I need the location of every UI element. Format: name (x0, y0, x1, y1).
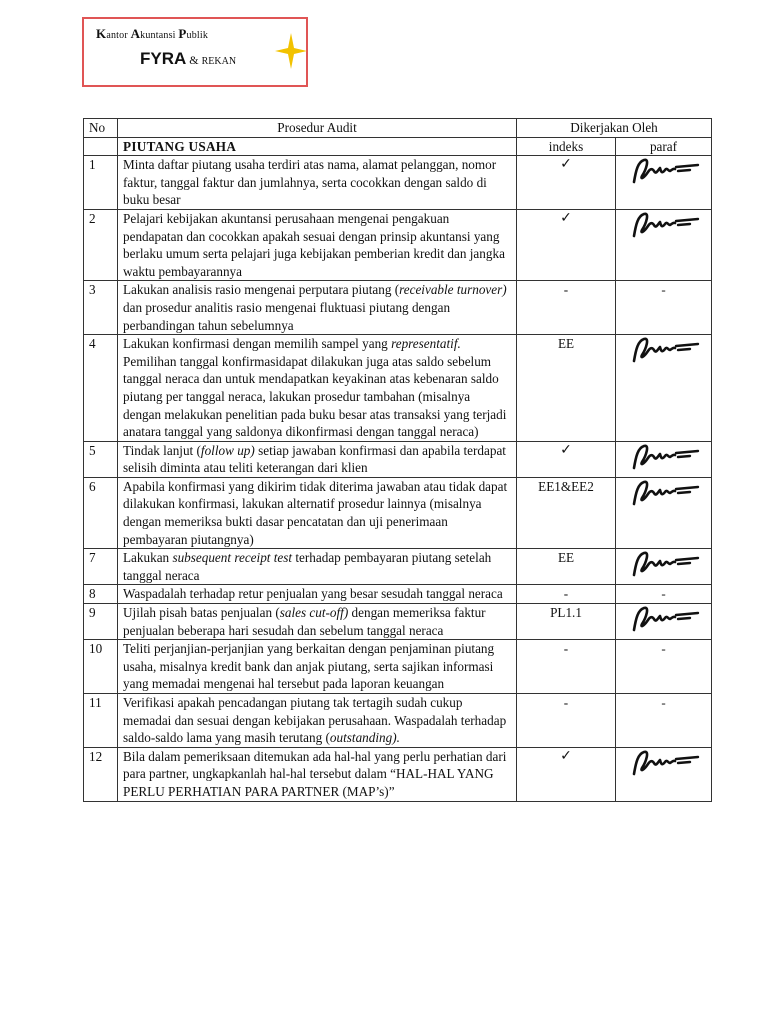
header-no: No (84, 119, 118, 138)
procedure-text (118, 281, 517, 335)
index-reference: EE (517, 335, 616, 442)
procedure-text (118, 604, 517, 640)
paraf-empty: - (616, 585, 712, 604)
procedure-term-italic: subsequent receipt test (172, 550, 293, 566)
procedure-text-segment: Waspadalah terhadap retur penjualan yang besar sesudah tanggal neraca (123, 586, 503, 602)
index-reference: - (517, 585, 616, 604)
signature-icon (628, 478, 700, 506)
signature-icon (628, 335, 700, 363)
firm-logo-box (82, 17, 308, 87)
table-subheader-row (84, 137, 712, 156)
row-number: 2 (84, 209, 118, 280)
signature-icon (628, 604, 700, 632)
table-row (84, 585, 712, 604)
signature-icon (628, 549, 700, 577)
row-number: 7 (84, 549, 118, 585)
firm-word-rest: antor (106, 30, 131, 41)
table-row (84, 209, 712, 280)
row-number: 10 (84, 640, 118, 694)
section-title: PIUTANG USAHA (118, 137, 517, 156)
paraf-signature (616, 156, 712, 210)
row-number: 4 (84, 335, 118, 442)
index-reference: EE (517, 549, 616, 585)
procedure-text-segment: Minta daftar piutang usaha terdiri atas nama, alamat pelanggan, nomor faktur, tanggal faktur dan jumlahnya, serta cocokkan dengan saldo di buku besar (123, 157, 497, 208)
procedure-text-segment: dengan memeriksa faktur penjualan beberapa hari sesudah dan sebelum tanggal neraca (123, 605, 486, 638)
row-number: 9 (84, 604, 118, 640)
paraf-empty: - (616, 281, 712, 335)
procedure-term-italic: representatif. (391, 336, 461, 352)
firm-word-cap: A (130, 26, 141, 41)
row-number: 5 (84, 441, 118, 477)
procedure-text-segment: Tindak lanjut ( (123, 442, 201, 458)
procedure-text (118, 156, 517, 210)
paraf-signature (616, 604, 712, 640)
row-number: 12 (84, 747, 118, 801)
firm-word-cap: P (178, 26, 187, 41)
firm-word-rest: ublik (186, 30, 209, 41)
index-checkmark: ✓ (517, 209, 616, 280)
row-number: 8 (84, 585, 118, 604)
signature-icon (628, 442, 700, 470)
paraf-empty: - (616, 694, 712, 748)
table-header-row (84, 119, 712, 138)
paraf-signature (616, 477, 712, 548)
procedure-text-segment: Pelajari kebijakan akuntansi perusahaan mengenai pengakuan pendapatan dan cocokkan apakah sesuai dengan prinsip akuntansi yang berlaku umum serta pelajari juga kebijakan pemberian kredit dan jangka waktu pembayarannya (123, 210, 505, 279)
procedure-text (118, 694, 517, 748)
procedure-text (118, 477, 517, 548)
table-row (84, 604, 712, 640)
procedure-text-segment: Lakukan konfirmasi dengan memilih sampel yang (123, 336, 392, 352)
procedure-term-italic: sales cut-off) (279, 605, 349, 621)
table-row (84, 477, 712, 548)
row-number: 6 (84, 477, 118, 548)
index-reference: - (517, 640, 616, 694)
index-checkmark: ✓ (517, 747, 616, 801)
index-reference: - (517, 281, 616, 335)
table-row (84, 549, 712, 585)
row-number: 1 (84, 156, 118, 210)
table-row (84, 335, 712, 442)
procedure-term-italic: outstanding). (329, 730, 400, 746)
header-paraf: paraf (616, 137, 712, 156)
header-index: indeks (517, 137, 616, 156)
procedure-text-segment: Bila dalam pemeriksaan ditemukan ada hal-hal yang perlu perhatian dari para partner, ungkapkanlah hal-hal tersebut dalam “HAL-HAL YANG PERLU PERHATIAN PARA PARTNER (MAP’s)” (123, 748, 507, 799)
firm-word-rest: kuntansi (140, 30, 179, 41)
procedure-text-segment: Teliti perjanjian-perjanjian yang berkaitan dengan penjaminan piutang usaha, misalnya kredit bank dan anjak piutang, serta sajikan informasi yang memadai mengenai hal tersebut pada laporan keuangan (123, 641, 495, 692)
procedure-text (118, 585, 517, 604)
paraf-signature (616, 209, 712, 280)
firm-brand (140, 49, 236, 69)
procedure-text (118, 747, 517, 801)
row-number: 11 (84, 694, 118, 748)
paraf-empty: - (616, 640, 712, 694)
procedure-text (118, 335, 517, 442)
procedure-text-segment: Lakukan (123, 550, 173, 566)
firm-partner-label: REKAN (201, 56, 237, 67)
procedure-term-italic: follow up) (200, 442, 255, 458)
firm-ampersand: & (189, 53, 199, 67)
row-number: 3 (84, 281, 118, 335)
procedure-text (118, 441, 517, 477)
table-row (84, 694, 712, 748)
table-row (84, 281, 712, 335)
index-checkmark: ✓ (517, 441, 616, 477)
paraf-signature (616, 549, 712, 585)
procedure-text-segment: Lakukan analisis rasio mengenai perputara piutang ( (123, 282, 400, 298)
paraf-signature (616, 747, 712, 801)
procedure-text-segment: Apabila konfirmasi yang dikirim tidak diterima jawaban atau tidak dapat dilakukan konfirmasi, lakukan alternatif prosedur lainnya (misalnya dengan memeriksa bukti dasar pencatatan dan uji penerimaan pembayaran piutangnya) (123, 478, 508, 547)
procedure-rows (84, 156, 712, 801)
star-icon (274, 32, 308, 70)
firm-full-name (96, 26, 208, 42)
table-row (84, 640, 712, 694)
table-row (84, 156, 712, 210)
table-row (84, 441, 712, 477)
procedure-text (118, 640, 517, 694)
procedure-text-segment: Pemilihan tanggal konfirmasidapat dilakukan juga atas saldo sebelum tanggal neraca dan untuk mendapatkan keyakinan atas kebenaran saldo piutang per tanggal neraca, lakukan prosedur tambahan (misalnya dengan melakukan penelitian pada buku besar atas transaksi yang terjadi anatara tanggal yang saldonya dikonfirmasi dengan tanggal neraca) (123, 353, 507, 440)
firm-brand-name: FYRA (140, 49, 187, 68)
signature-icon (628, 748, 700, 776)
paraf-signature (616, 441, 712, 477)
header-procedure: Prosedur Audit (118, 119, 517, 138)
procedure-text-segment: dan prosedur analitis rasio mengenai fluktuasi piutang dengan perbandingan tahun sebelumnya (123, 299, 451, 333)
paraf-signature (616, 335, 712, 442)
index-reference: PL1.1 (517, 604, 616, 640)
index-reference: EE1&EE2 (517, 477, 616, 548)
header-done-by: Dikerjakan Oleh (517, 119, 712, 138)
index-checkmark: ✓ (517, 156, 616, 210)
firm-word-cap: K (96, 26, 107, 41)
procedure-text-segment: Verifikasi apakah pencadangan piutang tak tertagih sudah cukup memadai dan sesuai dengan kebijakan perusahaan. Waspadalah terhadap saldo-saldo lama yang masih terutang ( (123, 695, 507, 746)
procedure-text-segment: terhadap pembayaran piutang setelah tanggal neraca (123, 550, 492, 583)
procedure-text (118, 209, 517, 280)
signature-icon (628, 156, 700, 184)
signature-icon (628, 210, 700, 238)
audit-procedure-table (83, 118, 712, 802)
procedure-text (118, 549, 517, 585)
index-reference: - (517, 694, 616, 748)
procedure-text-segment: setiap jawaban konfirmasi dan apabila terdapat selisih diminta atau teliti keterangan dari klien (123, 442, 506, 476)
procedure-term-italic: receivable turnover) (399, 282, 507, 298)
subheader-empty (84, 137, 118, 156)
table-row (84, 747, 712, 801)
procedure-text-segment: Ujilah pisah batas penjualan ( (123, 605, 280, 621)
